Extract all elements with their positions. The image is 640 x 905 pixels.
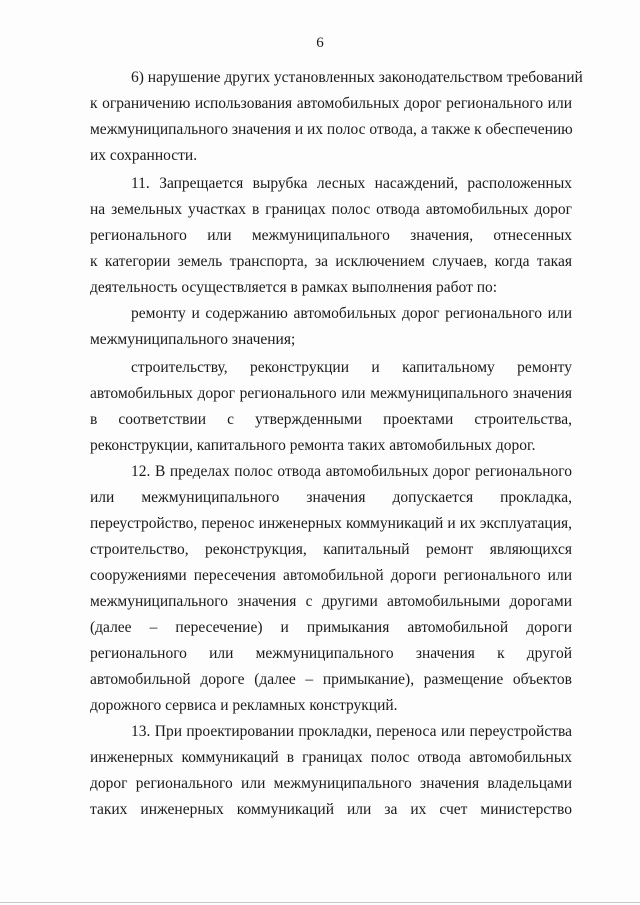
- text-line: инженерных коммуникаций в границах полос отвода автомобильных: [90, 749, 572, 766]
- text-line: межмуниципального значения;: [90, 331, 296, 348]
- text-line: регионального или межмуниципального значения к другой: [90, 645, 572, 662]
- page-bottom-edge: [0, 902, 640, 903]
- text-line: 11. Запрещается вырубка лесных насаждений, расположенных: [131, 175, 572, 192]
- text-line: 12. В пределах полос отвода автомобильных дорог регионального: [131, 463, 572, 480]
- text-line: автомобильной дороге (далее – примыкание), размещение объектов: [90, 671, 572, 688]
- text-line: строительству, реконструкции и капитальному ремонту: [131, 359, 572, 376]
- text-line: строительство, реконструкция, капитальный ремонт являющихся: [90, 541, 572, 558]
- text-line: ремонту и содержанию автомобильных дорог регионального или: [131, 305, 572, 322]
- text-line: дорожного сервиса и рекламных конструкций.: [90, 697, 398, 714]
- text-line: автомобильных дорог регионального или межмуниципального значения: [90, 385, 572, 402]
- text-line: к категории земель транспорта, за исключением случаев, когда такая: [90, 253, 572, 270]
- text-line: межмуниципального значения с другими автомобильными дорогами: [90, 593, 572, 610]
- text-line: 6) нарушение других установленных законодательством требований: [131, 69, 583, 86]
- text-line: (далее – пересечение) и примыкания автомобильной дороги: [90, 619, 572, 636]
- text-line: дорог регионального или межмуниципального значения владельцами: [90, 775, 572, 792]
- text-line: в соответствии с утвержденными проектами строительства,: [90, 411, 572, 428]
- text-line: или межмуниципального значения допускается прокладка,: [90, 489, 572, 506]
- text-line: их сохранности.: [90, 147, 198, 164]
- text-line: деятельность осуществляется в рамках выполнения работ по:: [90, 279, 498, 296]
- text-line: переустройство, перенос инженерных коммуникаций и их эксплуатация,: [90, 515, 572, 532]
- text-line: межмуниципального значения и их полос отвода, а также к обеспечению: [90, 121, 573, 138]
- text-line: таких инженерных коммуникаций или за их счет министерство: [90, 801, 572, 818]
- page-number: 6: [316, 35, 324, 51]
- text-line: сооружениями пересечения автомобильной дороги регионального или: [90, 567, 572, 584]
- text-line: регионального или межмуниципального значения, отнесенных: [90, 227, 572, 244]
- text-line: к ограничению использования автомобильных дорог регионального или: [90, 95, 572, 112]
- text-line: 13. При проектировании прокладки, переноса или переустройства: [131, 723, 572, 740]
- text-line: на земельных участках в границах полос отвода автомобильных дорог: [90, 201, 572, 218]
- text-line: реконструкции, капитального ремонта таких автомобильных дорог.: [90, 437, 536, 454]
